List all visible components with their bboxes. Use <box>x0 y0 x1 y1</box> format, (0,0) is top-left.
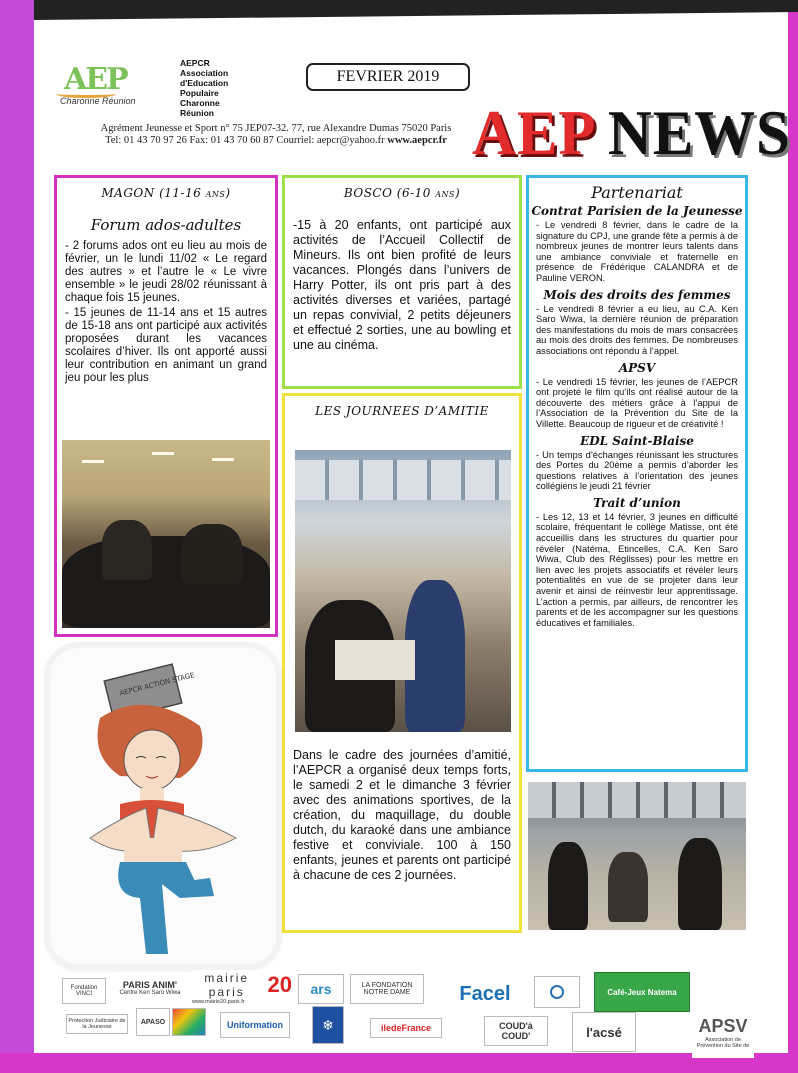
apsv-logo: APSV Association de Prévention du Site de <box>692 1006 754 1058</box>
paris-anim-logo: PARIS ANIM' Centre Ken Saro Wiwa <box>114 972 186 1004</box>
coud-a-coud-logo: COUD'à COUD' <box>484 1016 548 1046</box>
vinci-logo: Fondation VINCI <box>62 978 106 1004</box>
part-block-apsv <box>529 361 745 430</box>
uniformation-logo: Uniformation <box>220 1012 290 1038</box>
amitie-text: Dans le cadre des journées d’amitié, l’AEPCR a organisé deux temps forts, le samedi 2 et le dimanche 3 février avec des animations sportives, de la création, du maquillage, du double dutch, du karaoké dans une ambiance festive et conviviale. 100 à 150 enfants, jeunes et parents ont participé à chacune de ces 2 journées. <box>293 748 511 882</box>
section-title: BOSCO (6-10 ans) <box>343 186 461 200</box>
part-block-cpj <box>529 204 745 284</box>
masthead-news: NEWS <box>607 97 791 168</box>
partenariat-section <box>526 175 748 772</box>
aep-logo <box>56 62 174 110</box>
yoga-girl-drawing <box>50 648 276 964</box>
facel-logo: Facel <box>442 976 528 1012</box>
natema-logo: Café-Jeux Natema <box>594 972 690 1012</box>
part-block-droits-femmes <box>529 288 745 357</box>
notre-dame-logo: LA FONDATION NOTRE DAME <box>350 974 424 1004</box>
drawing-label: AEPCR ACTION STAGE <box>118 671 196 698</box>
part-text: - Le vendredi 8 février, dans le cadre de la signature du CPJ, une grande fête a permis à de nombreux jeunes de montrer leurs talents dans une ambiance conviviale et fraternelle en présence de Frédérique CALANDRA et de Pauline VERON. <box>536 220 738 283</box>
mairie-20-logo: mairie paris 20 www.mairie20.paris.fr <box>192 971 292 1005</box>
org-name-block: AEPCR Association d'Education Populaire Charonne Réunion <box>180 58 229 118</box>
partenariat-event-photo <box>528 782 746 930</box>
section-subtitle: Forum ados-adultes <box>90 216 242 234</box>
logo-text: AEP <box>64 62 127 97</box>
part-heading: Contrat Parisien de la Jeunesse <box>531 204 743 218</box>
magon-forum-photo <box>62 440 270 628</box>
acse-logo: l'acsé <box>572 1012 636 1052</box>
ile-de-france-logo: iledeFrance <box>370 1018 442 1038</box>
partenariat-title: Partenariat <box>591 183 683 202</box>
snowflake-icon: ❄ <box>322 1016 334 1033</box>
left-color-band <box>0 0 34 1073</box>
part-block-edl <box>529 434 745 492</box>
masthead-title <box>472 96 791 170</box>
bosco-section <box>282 175 522 389</box>
top-black-band <box>34 0 798 20</box>
pjj-logo: Protection Judiciaire de la Jeunesse <box>66 1014 128 1034</box>
part-heading: Mois des droits des femmes <box>543 287 731 302</box>
bosco-text: -15 à 20 enfants, ont participé aux activités de l’Accueil Collectif de Mineurs. Ils ont bien profité de leurs vacances. Plongés dans l’univers de Harry Potter, ils ont pris part à des activités diverses et variées, partagé un repas convivial, 2 petits déjeuners et effectué 2 sorties, une au bowling et une au cinéma. <box>293 218 511 352</box>
part-heading: APSV <box>618 360 656 375</box>
section-title: LES JOURNEES D’AMITIE <box>315 404 489 418</box>
agence-logo <box>534 976 580 1008</box>
website-link[interactable]: www.aepcr.fr <box>387 135 447 146</box>
agrement-contact: Agrément Jeunesse et Sport n° 75 JEP07-32. 77, rue Alexandre Dumas 75020 Paris Tel: 01 43 70 97 26 Fax: 01 43 70 60 87 Courriel: aepcr@yahoo.fr www.aepcr.fr <box>100 123 452 146</box>
part-text: - Les 12, 13 et 14 février, 3 jeunes en difficulté scolaire, fréquentant le collège Matisse, ont été accueillis dans les structures du quartier pour révéler (Natéma, Etincelles, C.A. Ken Saro Wiwa, Club des Réglisses) pour les mettre en lien avec les projets associatifs et révéler leurs potentialités en vue de se projeter dans leur avenir et ainsi de réinvestir leur apprentissage. L’action a permis, par ailleurs, de rencontrer les parents et de les accompagner sur les questions éducatives et familiales. <box>536 511 738 628</box>
part-block-trait-union <box>529 496 745 629</box>
magon-paragraph-2: - 15 jeunes de 11-14 ans et 15 autres de 15-18 ans ont participé aux activités proposées durant les vacances scolaires d’hiver. Ils ont apporté aussi leur contribution en animant un grand jeu pour les plus <box>65 307 267 384</box>
prefecture-logo <box>312 1006 344 1044</box>
part-text: - Le vendredi 8 février a eu lieu, au C.A. Ken Saro Wiwa, la dernière réunion de préparation des manifestations du mois de mars consacrées au mois des droits des femmes. De nombreuses associations ont répondu à l’appel. <box>536 303 738 356</box>
sponsor-logos <box>56 968 760 1060</box>
part-heading: Trait d’union <box>593 495 681 510</box>
apaso-logo: APASO <box>136 1008 170 1036</box>
part-text: - Le vendredi 15 février, les jeunes de l’AEPCR ont projeté le film qu’ils ont réalisé autour de la découverte des métiers grâce à l’appui de l’Association de la Prévention du Site de la Villette. Beaucoup de rigueur et de créativité ! <box>536 376 738 429</box>
agence-icon <box>550 985 564 999</box>
section-title: MAGON (11-16 ans) <box>101 186 231 200</box>
issue-date: FEVRIER 2019 <box>306 63 470 91</box>
magon-paragraph-1: - 2 forums ados ont eu lieu au mois de février, un le lundi 11/02 « Le regard des autres » et l’autre le « Le vivre ensemble » le jeudi 28/02 réunissant à chaque fois 15 jeunes. <box>65 240 267 304</box>
masthead-aep: AEP <box>472 97 597 168</box>
part-heading: EDL Saint-Blaise <box>580 433 694 448</box>
part-text: - Un temps d’échanges réunissant les structures des Portes du 20ème a permis d’aborder les questions relatives à l’orientation des jeunes collégiens le jeudi 21 février <box>536 449 738 492</box>
ars-logo: ars <box>298 974 344 1004</box>
logo-subtitle: Charonne Réunion <box>60 96 136 106</box>
colorful-logo <box>172 1008 206 1036</box>
amitie-activities-photo <box>295 450 511 732</box>
